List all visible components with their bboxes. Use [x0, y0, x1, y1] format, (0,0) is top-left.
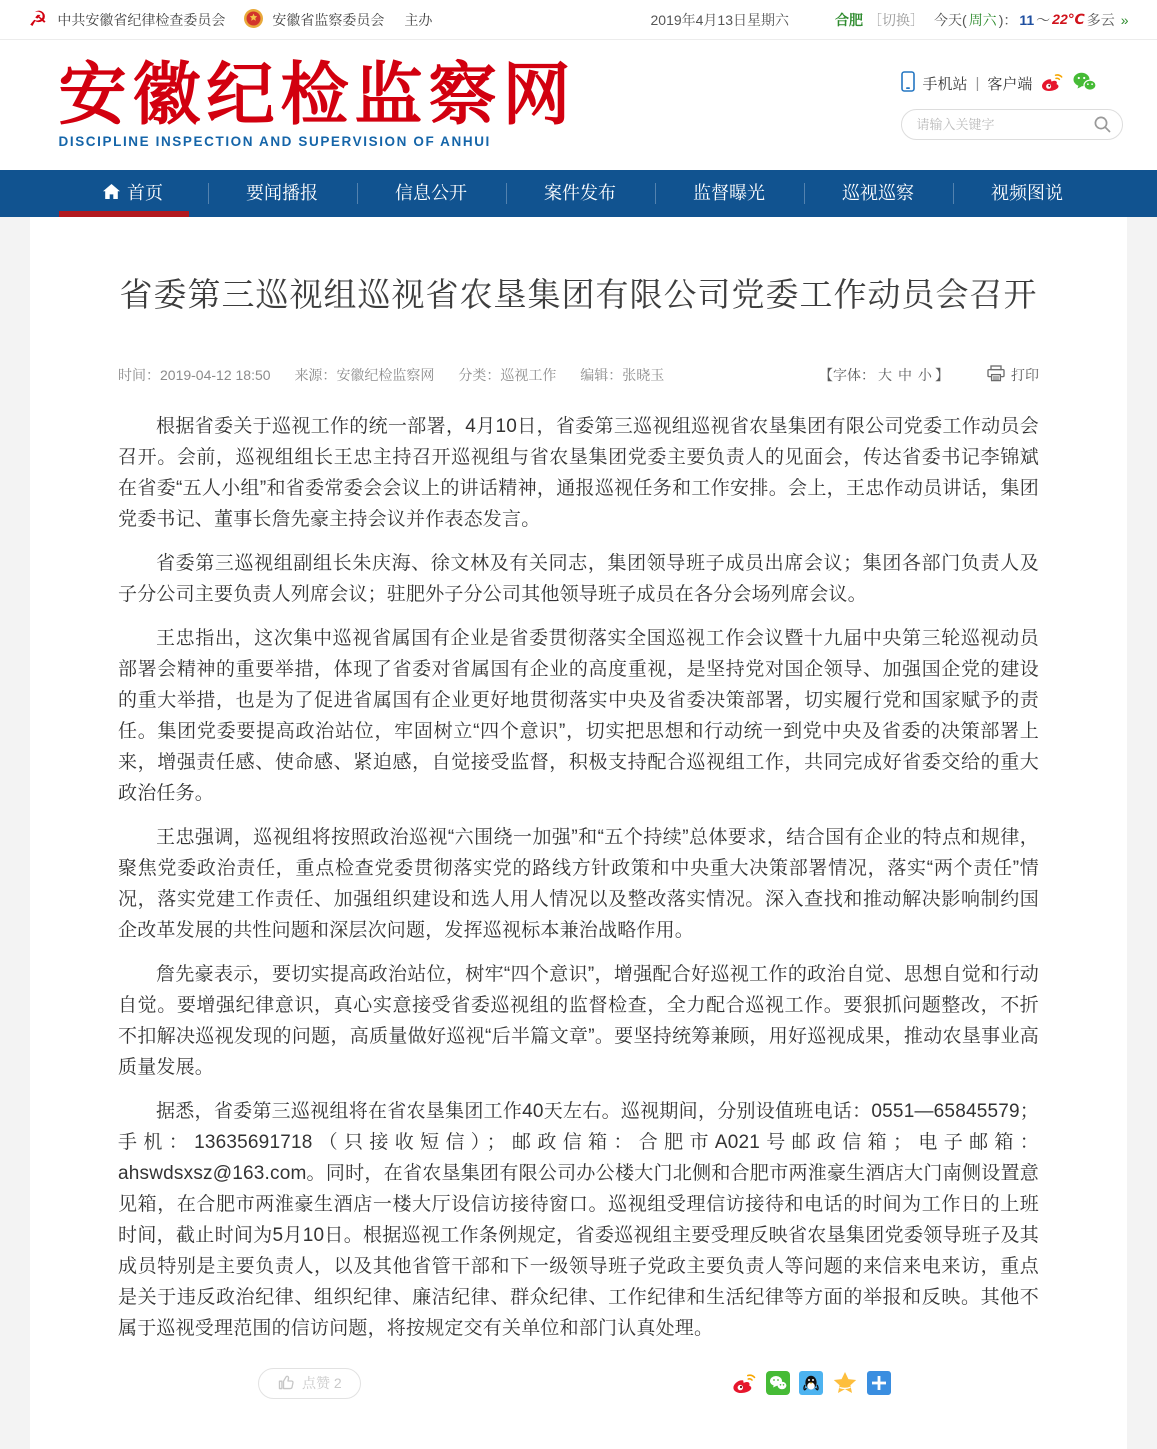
font-size-small[interactable]: 小 [918, 366, 932, 383]
supervisory-org-name: 安徽省监察委员会 [272, 11, 385, 28]
nav-item-case-release[interactable] [506, 170, 655, 217]
nav-item-supervision-exposure[interactable] [655, 170, 804, 217]
client-app-link[interactable]: 客户端 [987, 76, 1033, 93]
nav-item-label: 视频图说 [991, 183, 1063, 203]
article-paragraph: 王忠强调，巡视组将按照政治巡视“六围绕一加强”和“五个持续”总体要求，结合国有企业的特点和规律，聚焦党委政治责任，重点检查党委贯彻落实党的路线方针政策和中央重大决策部署情况，落实“两个责任”情况，落实党建工作责任、加强组织建设和选人用人情况以及整改落实情况。深入查找和推动解决影响制约国企改革发展的共性问题和深层次问题，发挥巡视标本兼治战略作用。 [118, 826, 1039, 941]
site-subtitle: DISCIPLINE INSPECTION AND SUPERVISION OF ANHUI [58, 134, 491, 150]
weather-condition: 多云 [1086, 11, 1115, 28]
header-links-divider: | [975, 75, 980, 92]
meta-source-value: 安徽纪检监察网 [336, 366, 435, 383]
party-emblem-icon: ☭ [28, 8, 48, 31]
party-org-name: 中共安徽省纪律检查委员会 [57, 11, 226, 28]
article-meta [118, 365, 1039, 385]
mobile-phone-icon [901, 71, 915, 96]
share-bar [731, 1371, 891, 1395]
weather-today-suffix: )： [998, 11, 1018, 28]
search-icon[interactable] [1093, 115, 1112, 139]
meta-editor-value: 张晓玉 [622, 366, 665, 383]
print-button[interactable] [987, 365, 1039, 385]
meta-time-label: 时间： [118, 366, 160, 383]
weibo-icon[interactable] [1040, 71, 1064, 97]
article-title: 省委第三巡视组巡视省农垦集团有限公司党委工作动员会召开 [119, 276, 1038, 313]
meta-time-value: 2019-04-12 18:50 [160, 366, 271, 383]
national-emblem-icon [243, 8, 264, 32]
nav-item-inspection[interactable] [804, 170, 953, 217]
city-switch-link[interactable]: ［切换］ [868, 11, 925, 28]
site-title: 安徽纪检监察网 [58, 56, 577, 133]
active-nav-indicator [59, 211, 189, 217]
share-wechat-icon[interactable] [766, 1371, 790, 1395]
font-widget-open: 【字体： [819, 366, 875, 383]
meta-category-label: 分类： [458, 366, 501, 383]
nav-item-label: 监督曝光 [693, 183, 765, 203]
print-label: 打印 [1011, 366, 1039, 383]
weather-widget [835, 10, 1128, 30]
wechat-icon[interactable] [1072, 71, 1097, 97]
article-paragraph: 根据省委关于巡视工作的统一部署，4月10日，省委第三巡视组巡视省农垦集团有限公司党委工作动员会召开。会前，巡视组组长王忠主持召开巡视组与省农垦集团党委主要负责人的见面会，传达省委书记李锦斌在省委“五人小组”和省委常委会会议上的讲话精神，通报巡视任务和工作安排。会上，王忠作动员讲话，集团党委书记、董事长詹先豪主持会议并作表态发言。 [118, 415, 1039, 530]
font-widget-close: 】 [935, 366, 949, 383]
nav-item-label: 案件发布 [544, 183, 616, 203]
host-label: 主办 [404, 11, 433, 28]
temp-separator: ～ [1036, 11, 1051, 28]
nav-item-home[interactable] [59, 170, 208, 217]
search-input[interactable] [917, 110, 1092, 139]
meta-editor-label: 编辑： [580, 366, 623, 383]
temp-high: 22℃ [1052, 11, 1085, 27]
page-main [0, 217, 1157, 1449]
share-more-icon[interactable] [867, 1371, 891, 1395]
site-logo[interactable] [29, 56, 577, 150]
nav-item-label: 信息公开 [395, 183, 467, 203]
like-button[interactable] [258, 1368, 361, 1399]
top-bar [0, 0, 1157, 40]
thumbs-up-icon [277, 1373, 295, 1394]
share-weibo-icon[interactable] [731, 1371, 757, 1395]
printer-icon [987, 365, 1005, 385]
meta-category-value: 巡视工作 [500, 366, 557, 383]
share-qzone-icon[interactable] [832, 1371, 858, 1395]
mobile-site-link[interactable]: 手机站 [922, 76, 968, 93]
article-paragraph: 王忠指出，这次集中巡视省属国有企业是省委贯彻落实全国巡视工作会议暨十九届中央第三轮巡视动员部署会精神的重要举措，体现了省委对省属国有企业的高度重视，是坚持党对国企领导、加强国企党的建设的重大举措，也是为了促进省属国有企业更好地贯彻落实中央及省委决策部署，切实履行党和国家赋予的责任。集团党委要提高政治站位，牢固树立“四个意识”，切实把思想和行动统一到党中央及省委的决策部署上来，增强责任感、使命感、紧迫感，自觉接受监督，积极支持配合巡视组工作，共同完成好省委交给的重大政治任务。 [118, 627, 1039, 804]
nav-item-video-pictures[interactable] [953, 170, 1102, 217]
temp-low: 11 [1019, 11, 1035, 28]
site-header [0, 40, 1157, 170]
nav-item-label: 要闻播报 [246, 183, 318, 203]
nav-item-label: 首页 [127, 183, 163, 203]
meta-source-label: 来源： [294, 366, 337, 383]
weather-more-link[interactable]: » [1120, 11, 1129, 28]
share-qq-icon[interactable] [799, 1371, 823, 1395]
like-label: 点赞 2 [302, 1375, 342, 1392]
weather-today-prefix: 今天( [934, 11, 967, 28]
article-footer [118, 1368, 1039, 1409]
article-paragraph: 詹先豪表示，要切实提高政治站位，树牢“四个意识”，增强配合好巡视工作的政治自觉、思想自觉和行动自觉。要增强纪律意识，真心实意接受省委巡视组的监督检查，全力配合巡视工作。要狠抓问题整改，不折不扣解决巡视发现的问题，高质量做好巡视“后半篇文章”。要坚持统筹兼顾，用好巡视成果，推动农垦事业高质量发展。 [118, 963, 1039, 1078]
font-size-medium[interactable]: 中 [898, 366, 912, 383]
current-date: 2019年4月13日星期六 [650, 11, 790, 28]
main-nav [0, 170, 1157, 217]
home-icon [103, 170, 120, 217]
weather-weekday: 周六 [968, 11, 997, 28]
article-body [118, 411, 1039, 1344]
article-paragraph: 据悉，省委第三巡视组将在省农垦集团工作40天左右。巡视期间，分别设值班电话：0551—65845579；手机：13635691718（只接收短信）；邮政信箱：合肥市A021号邮政信箱；电子邮箱：ahswdsxsz@163.com。同时，在省农垦集团有限公司办公楼大门北侧和合肥市两淮豪生酒店大门南侧设置意见箱，在合肥市两淮豪生酒店一楼大厅设信访接待窗口。巡视组受理信访接待和电话的时间为工作日的上班时间，截止时间为5月10日。根据巡视工作条例规定，省委巡视组主要受理反映省农垦集团党委领导班子及其成员特别是主要负责人，以及其他省管干部和下一级领导班子党政主要负责人等问题的来信来电来访，重点是关于违反政治纪律、组织纪律、廉洁纪律、群众纪律、工作纪律和生活纪律等方面的举报和反映。其他不属于巡视受理范围的信访问题，将按规定交有关单位和部门认真处理。 [118, 1100, 1039, 1339]
search-box [901, 109, 1123, 140]
font-size-widget [819, 365, 949, 385]
nav-item-news[interactable] [208, 170, 357, 217]
font-size-large[interactable]: 大 [878, 366, 892, 383]
weather-city: 合肥 [835, 11, 864, 28]
nav-item-label: 巡视巡察 [842, 183, 914, 203]
nav-item-info-disclosure[interactable] [357, 170, 506, 217]
article-paragraph: 省委第三巡视组副组长朱庆海、徐文林及有关同志，集团领导班子成员出席会议；集团各部门负责人及子分公司主要负责人列席会议；驻肥外子分公司其他领导班子成员在各分会场列席会议。 [118, 552, 1039, 605]
article-container [30, 217, 1127, 1449]
